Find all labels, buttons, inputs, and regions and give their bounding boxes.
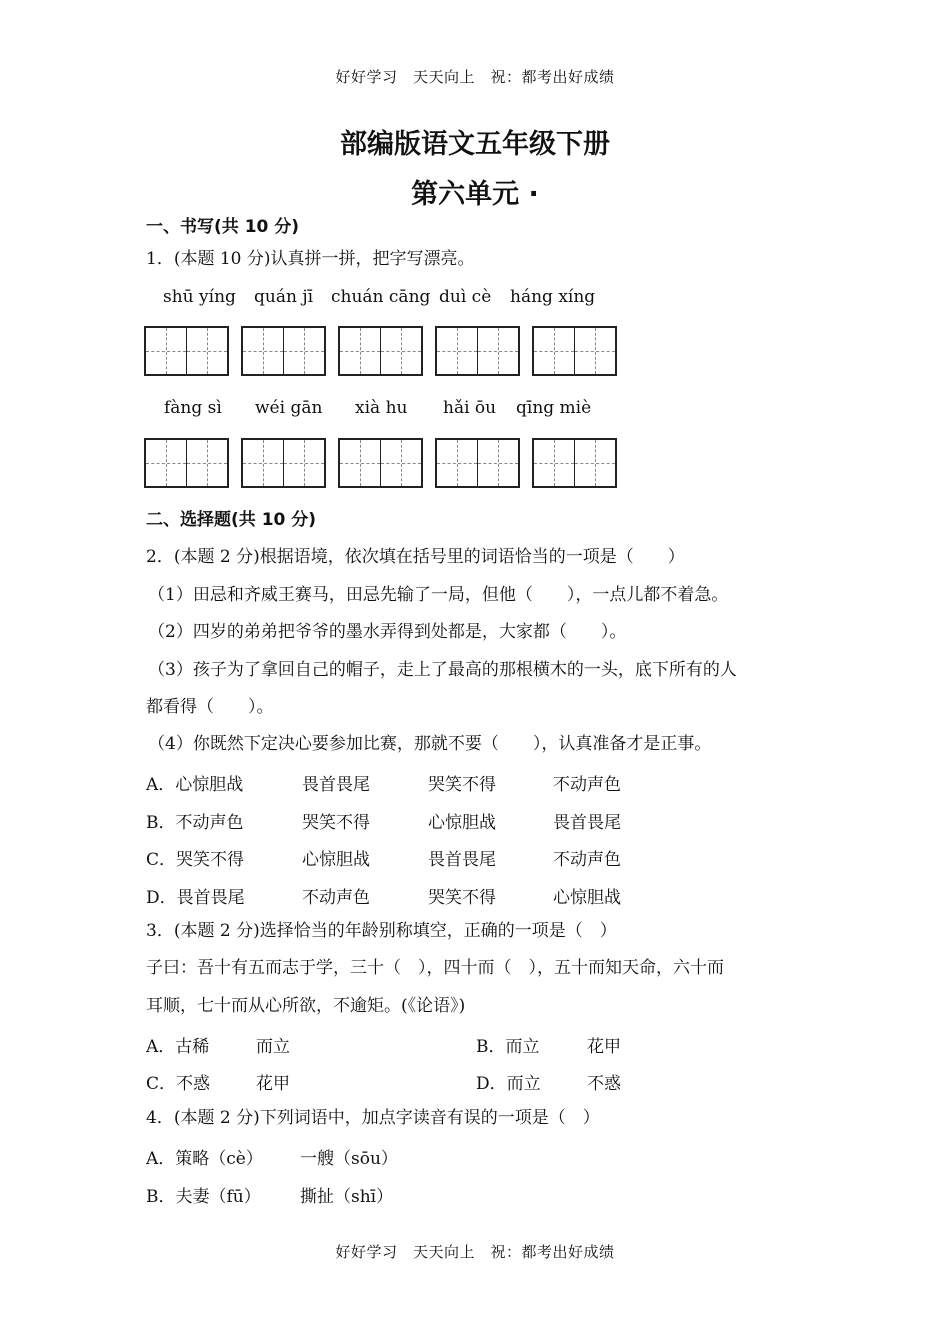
page-subtitle: 第六单元 ·: [411, 179, 539, 210]
question-3-text-2: 耳顺，七十而从心所欲，不逾矩。(《论语》): [146, 996, 466, 1016]
option-a-1[interactable]: A．心惊胆战: [146, 775, 244, 795]
option-b-3: 心惊胆战: [428, 813, 496, 833]
option-c-1[interactable]: C．哭笑不得: [146, 850, 245, 870]
option-a-2: 畏首畏尾: [302, 775, 370, 795]
writing-box[interactable]: [144, 438, 229, 488]
option-b-1[interactable]: B．不动声色: [146, 813, 244, 833]
option-c-2: 心惊胆战: [302, 850, 370, 870]
pinyin-label: qīng miè: [516, 398, 592, 418]
pinyin-label: háng xíng: [510, 287, 596, 307]
option-d-4: 心惊胆战: [553, 888, 621, 908]
option-b-2: 花甲: [587, 1037, 621, 1057]
question-2-sentence-3-cont: 都看得（ ）。: [146, 697, 274, 717]
pinyin-label: xià hu: [355, 398, 408, 418]
section-writing-heading: 一、书写(共 10 分): [146, 217, 300, 237]
writing-box[interactable]: [241, 438, 326, 488]
writing-box[interactable]: [435, 326, 520, 376]
option-a-3: 哭笑不得: [428, 775, 496, 795]
option-c-3: 畏首畏尾: [428, 850, 496, 870]
question-2-sentence-4: （4）你既然下定决心要参加比赛，那就不要（ ），认真准备才是正事。: [148, 734, 712, 754]
option-b-1[interactable]: B．夫妻（fū）: [146, 1187, 261, 1207]
option-c-2: 花甲: [256, 1074, 290, 1094]
page-header: 好好学习 天天向上 祝：都考出好成绩: [335, 68, 615, 86]
question-2-stem: 2．(本题 2 分)根据语境，依次填在括号里的词语恰当的一项是（ ）: [146, 547, 685, 567]
option-a-1[interactable]: A．古稀: [146, 1037, 210, 1057]
option-a-4: 不动声色: [553, 775, 621, 795]
question-2-sentence-2: （2）四岁的弟弟把爷爷的墨水弄得到处都是，大家都（ ）。: [148, 622, 627, 642]
pinyin-label: chuán cāng: [331, 287, 431, 307]
option-b-2: 哭笑不得: [302, 813, 370, 833]
pinyin-label: duì cè: [439, 287, 492, 307]
page-title: 部编版语文五年级下册: [340, 129, 610, 160]
writing-box[interactable]: [338, 326, 423, 376]
question-4-stem: 4．(本题 2 分)下列词语中，加点字读音有误的一项是（ ）: [146, 1108, 600, 1128]
writing-box[interactable]: [435, 438, 520, 488]
option-c-4: 不动声色: [553, 850, 621, 870]
writing-box[interactable]: [144, 326, 229, 376]
option-a-2: 一艘（sōu）: [300, 1149, 398, 1169]
option-c-1[interactable]: C．不惑: [146, 1074, 211, 1094]
option-b-1[interactable]: B．而立: [476, 1037, 540, 1057]
pinyin-label: fàng sì: [164, 398, 222, 418]
pinyin-label: shū yíng: [163, 287, 236, 307]
pinyin-label: hǎi ōu: [443, 398, 497, 418]
question-1-stem: 1．(本题 10 分)认真拼一拼，把字写漂亮。: [146, 249, 475, 269]
writing-box[interactable]: [532, 438, 617, 488]
question-3-text-1: 子曰：吾十有五而志于学，三十（ ），四十而（ ），五十而知天命，六十而: [146, 958, 724, 978]
option-d-1[interactable]: D．畏首畏尾: [146, 888, 245, 908]
section-choice-heading: 二、选择题(共 10 分): [146, 510, 317, 530]
option-b-4: 畏首畏尾: [553, 813, 621, 833]
writing-box[interactable]: [338, 438, 423, 488]
pinyin-label: wéi gān: [255, 398, 323, 418]
option-b-2: 撕扯（shī）: [300, 1187, 394, 1207]
option-d-1[interactable]: D．而立: [476, 1074, 541, 1094]
option-a-2: 而立: [256, 1037, 290, 1057]
option-d-3: 哭笑不得: [428, 888, 496, 908]
page-footer: 好好学习 天天向上 祝：都考出好成绩: [335, 1243, 615, 1261]
question-2-sentence-3: （3）孩子为了拿回自己的帽子，走上了最高的那根横木的一头，底下所有的人: [148, 660, 737, 680]
writing-box[interactable]: [241, 326, 326, 376]
option-d-2: 不动声色: [302, 888, 370, 908]
option-a-1[interactable]: A．策略（cè）: [146, 1149, 263, 1169]
question-3-stem: 3．(本题 2 分)选择恰当的年龄别称填空，正确的一项是（ ）: [146, 921, 617, 941]
question-2-sentence-1: （1）田忌和齐威王赛马，田忌先输了一局，但他（ ），一点儿都不着急。: [148, 585, 729, 605]
writing-box[interactable]: [532, 326, 617, 376]
option-d-2: 不惑: [587, 1074, 621, 1094]
pinyin-label: quán jī: [254, 287, 314, 307]
